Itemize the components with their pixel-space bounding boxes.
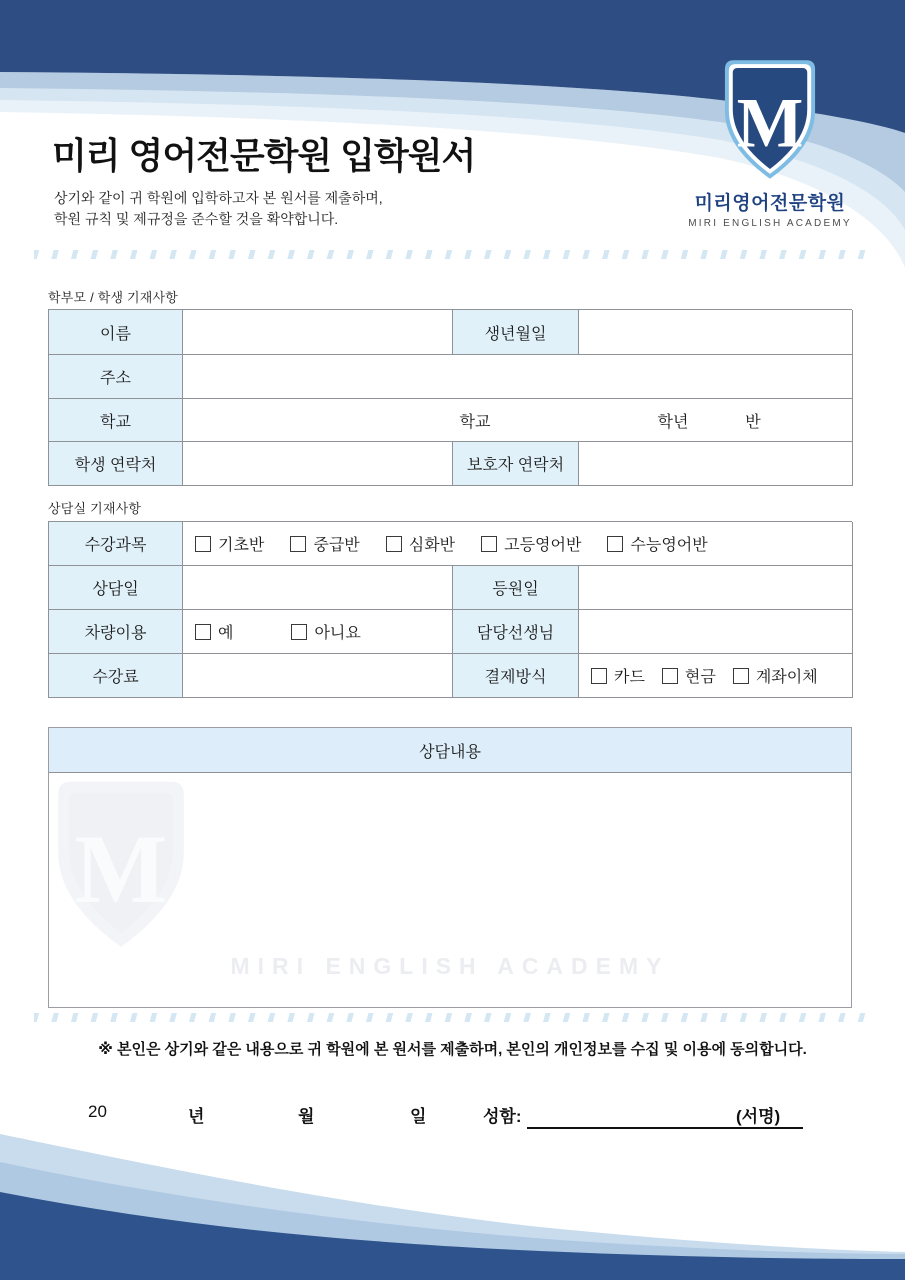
basic-class-checkbox[interactable]: [195, 536, 211, 552]
consult-date-input-cell[interactable]: [183, 566, 453, 610]
sign-here-label: (서명): [736, 1107, 781, 1126]
payment-option-cash: [662, 664, 716, 687]
page-subtitle: [54, 188, 383, 230]
shuttle-no-label: 아니요: [314, 625, 361, 642]
signature-line[interactable]: [527, 1127, 803, 1129]
birth-input-cell[interactable]: [579, 310, 853, 355]
year-prefix: 20: [88, 1102, 107, 1121]
consultation-notes-area[interactable]: [49, 773, 851, 1008]
csat-english-label: 수능영어반: [630, 537, 708, 554]
shuttle-option-no: [291, 620, 360, 643]
bank-transfer-label: 계좌이체: [755, 669, 818, 686]
day-label: 일: [410, 1107, 427, 1126]
school-label-cell: 학교: [49, 399, 183, 442]
payment-option-card: [591, 664, 645, 687]
bank-transfer-checkbox[interactable]: [733, 668, 749, 684]
logo-name-korean: 미리영어전문학원: [694, 193, 846, 214]
month-label: 월: [298, 1107, 315, 1126]
cash-label: 현금: [684, 669, 716, 686]
school-suffix-label: 학교: [459, 413, 491, 431]
consult-date-label-cell: 상담일: [49, 566, 183, 610]
subtitle-line-1: 상기와 같이 귀 학원에 입학하고자 본 원서를 제출하며,: [54, 190, 383, 206]
shuttle-yes-label: 예: [218, 625, 234, 642]
course-option-basic: [195, 532, 264, 555]
shuttle-option-yes: [195, 620, 233, 643]
course-option-intermediate: [290, 532, 359, 555]
birth-label-cell: 생년월일: [453, 310, 579, 355]
shuttle-options-cell: [183, 610, 453, 654]
dotted-divider-top: [34, 250, 870, 259]
svg-text:M: M: [736, 84, 804, 163]
payment-options-cell: [579, 654, 853, 698]
advanced-class-label: 심화반: [408, 537, 456, 554]
course-option-advanced: [386, 532, 455, 555]
cash-checkbox[interactable]: [662, 668, 678, 684]
parent-student-table: [48, 309, 852, 486]
shuttle-no-checkbox[interactable]: [291, 624, 307, 640]
logo-shield-icon: [721, 58, 819, 182]
address-input-cell[interactable]: [183, 355, 853, 399]
teacher-input-cell[interactable]: [579, 610, 853, 654]
watermark-shield-icon: [49, 779, 193, 951]
csat-english-checkbox[interactable]: [607, 536, 623, 552]
office-table: [48, 521, 852, 698]
guardian-phone-input-cell[interactable]: [579, 442, 853, 486]
watermark: [49, 779, 851, 980]
fee-input-cell[interactable]: [183, 654, 453, 698]
name-label-cell: 이름: [49, 310, 183, 355]
intermediate-class-label: 중급반: [313, 537, 360, 554]
signer-name-label: 성함:: [483, 1107, 522, 1126]
shuttle-label-cell: 차량이용: [49, 610, 183, 654]
dotted-divider-bottom: [34, 1013, 870, 1022]
consultation-box: [48, 727, 852, 1008]
course-options-cell: [183, 522, 853, 566]
logo-name-english: MIRI ENGLISH ACADEMY: [688, 218, 852, 229]
shuttle-yes-checkbox[interactable]: [195, 624, 211, 640]
school-input-cell[interactable]: [183, 399, 853, 442]
intermediate-class-checkbox[interactable]: [290, 536, 306, 552]
consultation-box-title: 상담내용: [49, 728, 851, 773]
teacher-label-cell: 담당선생님: [453, 610, 579, 654]
highschool-english-checkbox[interactable]: [481, 536, 497, 552]
payment-option-transfer: [733, 664, 818, 687]
grade-suffix-label: 학년: [657, 413, 689, 431]
student-phone-label-cell: 학생 연락처: [49, 442, 183, 486]
highschool-english-label: 고등영어반: [504, 537, 582, 554]
page-title: 미리 영어전문학원 입학원서: [52, 135, 476, 176]
start-date-input-cell[interactable]: [579, 566, 853, 610]
office-section-heading: 상담실 기재사항: [48, 501, 142, 516]
fee-label-cell: 수강료: [49, 654, 183, 698]
card-checkbox[interactable]: [591, 668, 607, 684]
parent-section-heading: 학부모 / 학생 기재사항: [48, 290, 179, 305]
academy-logo: [686, 58, 854, 229]
class-suffix-label: 반: [745, 413, 761, 431]
footer-wave-graphic: [0, 1130, 905, 1280]
basic-class-label: 기초반: [218, 537, 265, 554]
card-label: 카드: [614, 669, 645, 686]
course-option-csat: [607, 532, 707, 555]
course-label-cell: 수강과목: [49, 522, 183, 566]
payment-label-cell: 결제방식: [453, 654, 579, 698]
consent-statement: ※ 본인은 상기와 같은 내용으로 귀 학원에 본 원서를 제출하며, 본인의 개인정보를 수집 및 이용에 동의합니다.: [98, 1041, 807, 1058]
name-input-cell[interactable]: [183, 310, 453, 355]
student-phone-input-cell[interactable]: [183, 442, 453, 486]
svg-text:M: M: [74, 814, 168, 924]
guardian-phone-label-cell: 보호자 연락처: [453, 442, 579, 486]
address-label-cell: 주소: [49, 355, 183, 399]
start-date-label-cell: 등원일: [453, 566, 579, 610]
advanced-class-checkbox[interactable]: [386, 536, 402, 552]
year-label: 년: [188, 1107, 205, 1126]
course-option-highschool: [481, 532, 581, 555]
subtitle-line-2: 학원 규칙 및 제규정을 준수할 것을 확약합니다.: [54, 211, 339, 227]
watermark-text: MIRI ENGLISH ACADEMY: [230, 953, 670, 979]
